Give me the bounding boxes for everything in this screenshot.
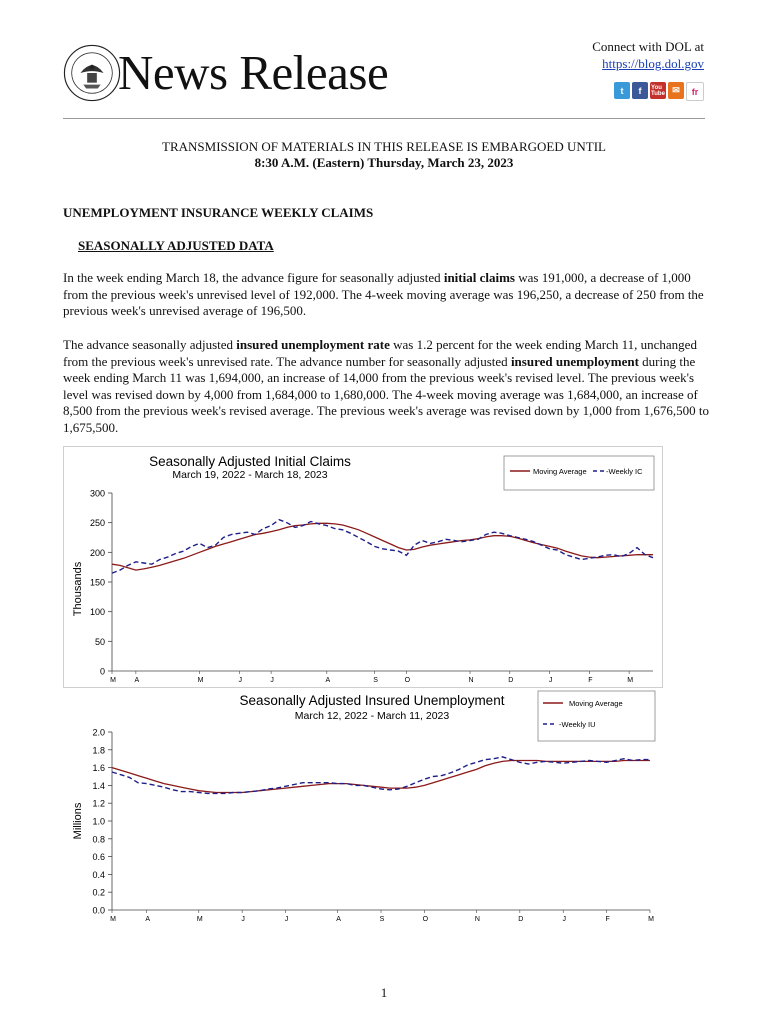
chart2-ylabel: Millions — [72, 802, 84, 840]
chart1-xtick-label: F — [588, 677, 593, 684]
chart1-xtick-label: O — [404, 677, 411, 684]
p1-bold-initial-claims: initial claims — [443, 270, 515, 285]
chart2-title: Seasonally Adjusted Insured Unemployment — [239, 693, 505, 708]
connect-label: Connect with DOL at — [592, 39, 704, 54]
chart1-ytick-label: 100 — [89, 607, 105, 618]
chart2-series-weekly — [112, 757, 650, 794]
blog-link[interactable]: https://blog.dol.gov — [602, 56, 704, 71]
chart2-xtick-label: J — [241, 916, 245, 923]
chart1-legend-ma: Moving Average — [533, 467, 587, 476]
chart1-xtick-label: M — [627, 677, 634, 684]
facebook-icon[interactable]: f — [632, 82, 648, 99]
chart2-ytick-label: 2.0 — [92, 727, 105, 738]
chart2-xtick-label: S — [379, 916, 385, 923]
chart1-subtitle: March 19, 2022 - March 18, 2023 — [172, 469, 328, 481]
initial-claims-chart — [63, 446, 663, 688]
chart2-xtick-label: A — [336, 916, 341, 923]
embargo-notice — [0, 139, 768, 171]
chart1-ylabel: Thousands — [72, 561, 84, 617]
chart1-xtick-label: M — [197, 677, 204, 684]
news-release-title: News Release — [118, 45, 389, 100]
chart1-ytick-label: 200 — [89, 547, 105, 558]
chart2-legend-ma: Moving Average — [569, 699, 623, 708]
p2-bold-rate: insured unemployment rate — [236, 337, 390, 352]
section-title: UNEMPLOYMENT INSURANCE WEEKLY CLAIMS — [63, 205, 374, 220]
chart1-xtick-label: J — [548, 677, 553, 684]
chart1-ytick-label: 250 — [89, 518, 105, 529]
p2-bold-insured: insured unemployment — [510, 353, 639, 369]
twitter-icon[interactable]: t — [614, 82, 630, 99]
connect-block — [592, 38, 704, 72]
paragraph-initial-claims — [63, 270, 713, 320]
youtube-icon[interactable]: You Tube — [650, 82, 666, 99]
p2-text-2: was 1.2 percent for the week ending March 11, unchanged from the previous week's unrevised rate. The advance number for seasonally adjusted — [63, 337, 697, 369]
chart1-title: Seasonally Adjusted Initial Claims — [149, 454, 351, 469]
chart2-xtick-label: J — [284, 916, 289, 923]
dol-seal-logo — [63, 44, 121, 102]
chart2-xtick-label: M — [196, 916, 203, 923]
chart2-ytick-label: 1.8 — [92, 745, 105, 756]
p2-text-3: during the week ending March 11 was 1,694,000, an increase of 14,000 from the previous week's revised level. The previous week's level was revised down by 4,000 from 1,684,000 to 1,680,000. The 4-week moving average was 1,684,000, an increase of 8,500 from the previous week's revised average. The previous week's average was revised down by 1,000 from 1,676,500 to 1,675,500. — [63, 353, 709, 435]
chart2-xtick-label: A — [145, 916, 151, 923]
chart2-xtick-label: O — [422, 916, 429, 923]
paragraph-insured-unemployment — [63, 337, 713, 436]
chart2-legend-weekly: -Weekly IU — [559, 720, 596, 729]
chart2-ytick-label: 0.2 — [92, 887, 105, 898]
insured-unemployment-chart — [63, 688, 663, 928]
chart2-ytick-label: 1.6 — [92, 763, 105, 774]
chart2-xtick-label: J — [562, 916, 566, 923]
chart2-series-moving-average — [112, 761, 650, 793]
chart1-xtick-label: S — [373, 677, 378, 684]
chart1-xtick-label: J — [270, 677, 274, 684]
chart2-xtick-label: M — [110, 916, 116, 923]
chart1-xtick-label: N — [468, 677, 474, 684]
chart1-legend-weekly: -Weekly IC — [606, 467, 643, 476]
chart1-ytick-label: 150 — [89, 577, 105, 588]
header-divider — [63, 118, 705, 119]
page-number: 1 — [380, 985, 388, 1000]
chart2-xtick-label: M — [648, 916, 654, 923]
chart2-xtick-label: D — [518, 916, 524, 923]
chart1-xtick-label: A — [134, 677, 140, 684]
p1-text-2: was 191,000, a decrease of 1,000 from the previous week's unrevised level of 192,000. The 4-week moving average was 196,250, a decrease of 250 from the previous week's unrevised average of 196,500. — [63, 270, 704, 318]
p1-text-1: In the week ending March 18, the advance figure for seasonally adjusted — [63, 270, 444, 285]
p2-text-1: The advance seasonally adjusted — [63, 337, 237, 352]
chart2-ytick-label: 1.0 — [92, 816, 105, 827]
chart2-subtitle: March 12, 2022 - March 11, 2023 — [294, 710, 450, 722]
chart1-xtick-label: M — [110, 677, 116, 684]
chart1-xtick-label: J — [238, 677, 243, 684]
embargo-line2: 8:30 A.M. (Eastern) Thursday, March 23, 2023 — [254, 155, 514, 170]
flickr-icon[interactable]: fr — [686, 82, 704, 101]
embargo-line1: TRANSMISSION OF MATERIALS IN THIS RELEASE IS EMBARGOED UNTIL — [162, 139, 606, 154]
chart1-ytick-label: 300 — [89, 488, 105, 499]
chart1-xtick-label: A — [325, 677, 331, 684]
chart2-ytick-label: 0.6 — [92, 852, 105, 863]
chart2-ytick-label: 0.4 — [92, 869, 105, 880]
chart1-xtick-label: D — [508, 677, 514, 684]
chart2-ytick-label: 0.8 — [92, 834, 105, 845]
chart1-ytick-label: 0 — [99, 666, 105, 677]
social-icons — [614, 82, 704, 101]
chart1-ytick-label: 50 — [94, 636, 105, 647]
chart2-ytick-label: 1.2 — [92, 798, 105, 809]
chart2-xtick-label: N — [474, 916, 480, 923]
chart2-ytick-label: 1.4 — [92, 780, 105, 791]
subsection-title: SEASONALLY ADJUSTED DATA — [78, 238, 274, 253]
chart2-ytick-label: 0.0 — [92, 905, 105, 916]
blog-icon[interactable]: ✉ — [668, 82, 684, 99]
chart2-xtick-label: F — [605, 916, 610, 923]
